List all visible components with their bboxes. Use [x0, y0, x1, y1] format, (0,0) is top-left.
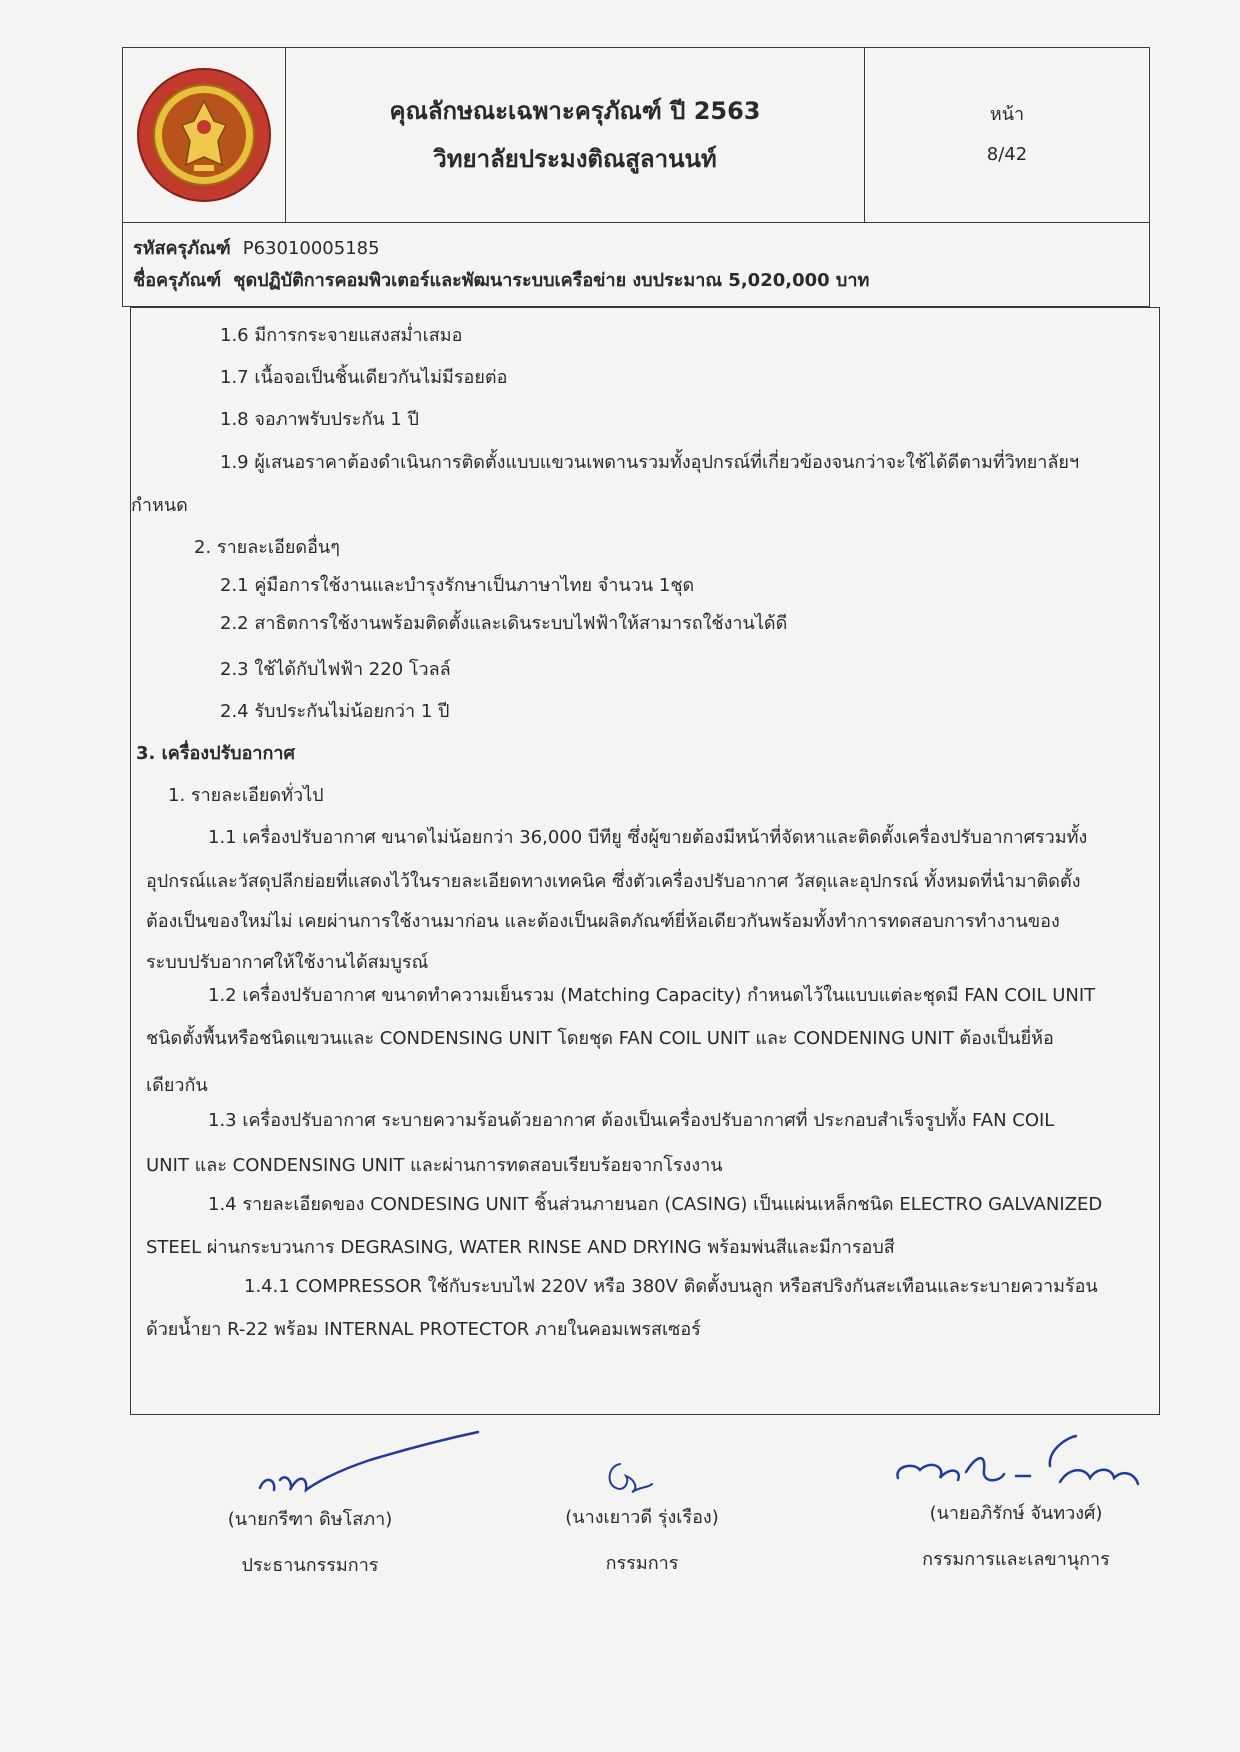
spec-line: 1.1 เครื่องปรับอากาศ ขนาดไม่น้อยกว่า 36,000 บีทียู ซึ่งผู้ขายต้องมีหน้าที่จัดหาและติดตั้งเครื่องปรับอากาศรวมทั้ง	[208, 827, 1088, 848]
section-heading: 1. รายละเอียดทั่วไป	[168, 785, 324, 806]
signature-block-1	[190, 1508, 430, 1578]
signature-mark-3	[890, 1426, 1150, 1506]
section-heading: 3. เครื่องปรับอากาศ	[136, 743, 295, 764]
document-title: คุณลักษณะเฉพาะครุภัณฑ์ ปี 2563	[389, 97, 761, 125]
signatory-role: กรรมการ	[605, 1553, 679, 1574]
spec-line: อุปกรณ์และวัสดุปลีกย่อยที่แสดงไว้ในรายละเอียดทางเทคนิค ซึ่งตัวเครื่องปรับอากาศ วัสดุและอุปกรณ์ ทั้งหมดที่นำมาติดตั้ง	[146, 871, 1081, 892]
signatory-role: ประธานกรรมการ	[241, 1555, 379, 1576]
spec-line: ต้องเป็นของใหม่ไม่ เคยผ่านการใช้งานมาก่อน และต้องเป็นผลิตภัณฑ์ยี่ห้อเดียวกันพร้อมทั้งทำการทดสอบการทำงานของ	[146, 911, 1060, 932]
spec-line: 1.2 เครื่องปรับอากาศ ขนาดทำความเย็นรวม (Matching Capacity) กำหนดไว้ในแบบแต่ละชุดมี FAN COIL UNIT	[208, 985, 1096, 1006]
spec-line: 1.8 จอภาพรับประกัน 1 ปี	[220, 409, 419, 430]
item-code-row	[133, 233, 1139, 265]
header-table	[122, 47, 1150, 223]
spec-line: 1.6 มีการกระจายแสงสม่ำเสมอ	[220, 325, 463, 346]
page-number: 8/42	[986, 144, 1028, 165]
signatory-role: กรรมการและเลขานุการ	[922, 1549, 1110, 1570]
signature-mark-2	[598, 1458, 658, 1504]
spec-line: 2.4 รับประกันไม่น้อยกว่า 1 ปี	[220, 701, 450, 722]
item-name-value: ชุดปฏิบัติการคอมพิวเตอร์และพัฒนาระบบเครือข่าย งบประมาณ 5,020,000 บาท	[233, 270, 870, 291]
title-cell	[286, 48, 865, 222]
spec-line: 1.7 เนื้อจอเป็นชิ้นเดียวกันไม่มีรอยต่อ	[220, 367, 508, 388]
item-code-label: รหัสครุภัณฑ์	[133, 238, 231, 259]
signature-block-3	[884, 1502, 1148, 1572]
signatory-name: (นายกรีฑา ดิษโสภา)	[227, 1509, 393, 1530]
spec-line: 2.3 ใช้ได้กับไฟฟ้า 220 โวลล์	[220, 659, 451, 680]
spec-line: 1.4.1 COMPRESSOR ใช้กับระบบไฟ 220V หรือ 380V ติดตั้งบนลูก หรือสปริงกันสะเทือนและระบายความร้อน	[244, 1276, 1098, 1297]
spec-line: 2.2 สาธิตการใช้งานพร้อมติดตั้งและเดินระบบไฟฟ้าให้สามารถใช้งานได้ดี	[220, 613, 788, 634]
signatory-name: (นางเยาวดี รุ่งเรือง)	[565, 1507, 719, 1528]
spec-line: ชนิดตั้งพื้นหรือชนิดแขวนและ CONDENSING UNIT โดยชุด FAN COIL UNIT และ CONDENING UNIT ต้องเป็นยี่ห้อ	[146, 1028, 1054, 1049]
spec-line: กำหนด	[131, 495, 188, 516]
spec-line: เดียวกัน	[146, 1075, 208, 1096]
spec-line: 1.4 รายละเอียดของ CONDESING UNIT ชิ้นส่วนภายนอก (CASING) เป็นแผ่นเหล็กชนิด ELECTRO GALVANIZED	[208, 1194, 1103, 1215]
item-code-value: P63010005185	[242, 238, 380, 259]
spec-line: 1.9 ผู้เสนอราคาต้องดำเนินการติดตั้งแบบแขวนเพดานรวมทั้งอุปกรณ์ที่เกี่ยวข้องจนกว่าจะใช้ได้ดีตามที่วิทยาลัยฯ	[220, 452, 1080, 473]
logo-cell	[123, 48, 286, 222]
signature-mark-1	[250, 1424, 490, 1504]
spec-line: ด้วยน้ำยา R-22 พร้อม INTERNAL PROTECTOR ภายในคอมเพรสเซอร์	[146, 1319, 701, 1340]
item-name-row	[133, 265, 1139, 297]
spec-line: STEEL ผ่านกระบวนการ DEGRASING, WATER RINSE AND DRYING พร้อมพ่นสีและมีการอบสี	[146, 1237, 895, 1258]
spec-line: ระบบปรับอากาศให้ใช้งานได้สมบูรณ์	[146, 952, 429, 973]
page-cell	[865, 48, 1149, 222]
item-name-label: ชื่อครุภัณฑ์	[133, 270, 222, 291]
spec-line: UNIT และ CONDENSING UNIT และผ่านการทดสอบเรียบร้อยจากโรงงาน	[146, 1155, 723, 1176]
signature-block-2	[522, 1506, 762, 1576]
college-name: วิทยาลัยประมงติณสูลานนท์	[433, 145, 717, 173]
section-heading: 2. รายละเอียดอื่นๆ	[194, 537, 340, 558]
spec-line: 1.3 เครื่องปรับอากาศ ระบายความร้อนด้วยอากาศ ต้องเป็นเครื่องปรับอากาศที่ ประกอบสำเร็จรูปทั้ง FAN COIL	[208, 1110, 1055, 1131]
vocational-commission-logo-icon	[134, 65, 274, 205]
spec-line: 2.1 คู่มือการใช้งานและบำรุงรักษาเป็นภาษาไทย จำนวน 1ชุด	[220, 575, 695, 596]
signatory-name: (นายอภิรักษ์ จันทวงศ์)	[929, 1503, 1103, 1524]
item-meta	[122, 223, 1150, 307]
page-label: หน้า	[989, 104, 1025, 125]
